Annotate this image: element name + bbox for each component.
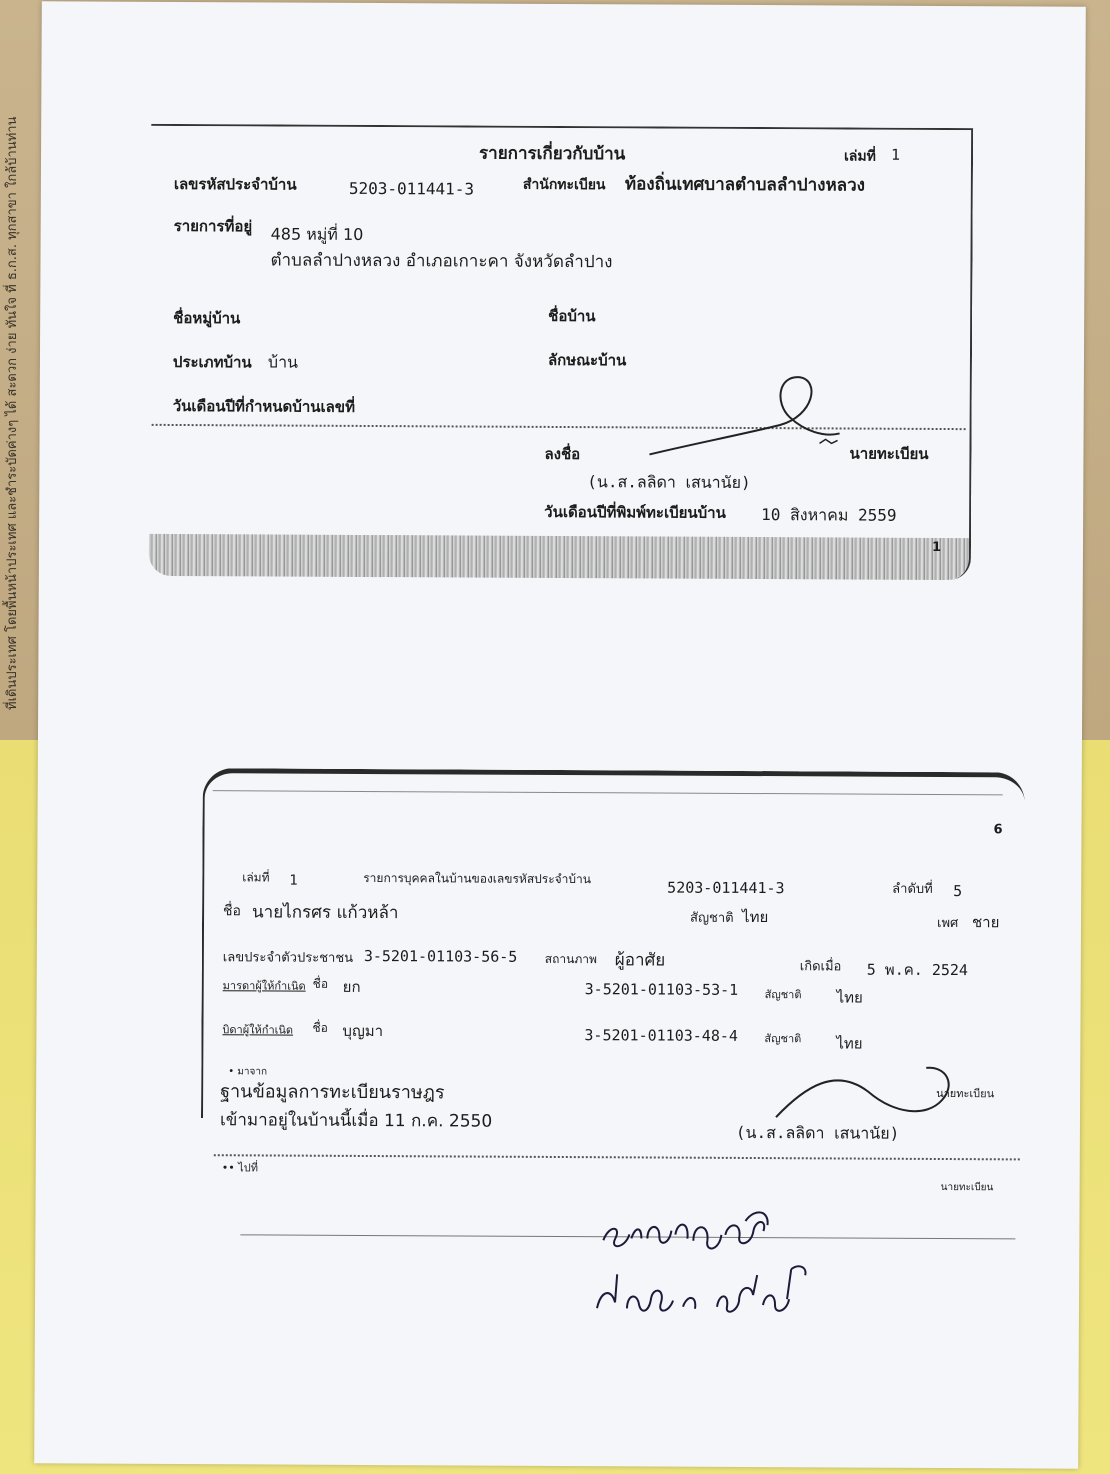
birth-value: 5 พ.ค. 2524 [866, 960, 969, 980]
mother-name-value: ยก [342, 977, 361, 996]
person-registrar-signature [776, 1055, 956, 1140]
person-name-label: ชื่อ [223, 903, 242, 920]
father-nationality-value: ไทย [836, 1034, 863, 1053]
house-feature-label: ลักษณะบ้าน [547, 350, 627, 370]
house-code-value: 5203-011441-3 [348, 178, 475, 199]
sex-label: เพศ [936, 915, 959, 932]
house-registrar-label: นายทะเบียน [849, 444, 929, 463]
order-value: 5 [953, 882, 963, 901]
person-registrar-label-2: นายทะเบียน [940, 1181, 994, 1194]
mother-name-label: ชื่อ [312, 976, 329, 991]
nationality-value: ไทย [742, 907, 769, 927]
mother-label: มารดาผู้ให้กำเนิด [222, 979, 306, 993]
assign-date-label: วันเดือนปีที่กำหนดบ้านเลขที่ [172, 396, 356, 416]
office-value: ท้องถิ่นเทศบาลตำบลลำปางหลวง [624, 174, 865, 196]
move-in-date: เข้ามาอยู่ในบ้านนี้เมื่อ 11 ก.ค. 2550 [219, 1110, 493, 1132]
house-registrar-signature [649, 374, 849, 469]
to-label: •• ไปที่ [221, 1161, 259, 1175]
house-volume-label: เล่มที่ [843, 148, 876, 165]
village-label: ชื่อหมู่บ้าน [173, 308, 241, 328]
order-label: ลำดับที่ [892, 881, 933, 897]
house-type-value: บ้าน [267, 352, 299, 372]
house-record-title: รายการเกี่ยวกับบ้าน [478, 143, 626, 165]
address-label: รายการที่อยู่ [173, 216, 253, 236]
side-strip-text: ที่เดินประเทศ โดยพื้นหน้าประเทศ และชำระบัดค่างๆ ได้ สะดวก ง่าย ทันใจ ที่ ธ.ก.ส. ทุกสาขา ใกล้บ้านท่าน [5, 116, 20, 710]
person-list-label: รายการบุคคลในบ้านของเลขรหัสประจำบ้าน [363, 870, 592, 887]
father-name-label: ชื่อ [312, 1020, 328, 1035]
mother-nationality-label: สัญชาติ [764, 988, 802, 1002]
person-registrar-name: (น.ส.ลลิดา เสนานัย) [735, 1122, 900, 1143]
citizen-id-value: 3-5201-01103-56-5 [363, 946, 518, 966]
person-registrar-label: นายทะเบียน [936, 1086, 995, 1101]
house-volume-value: 1 [890, 145, 901, 164]
citizen-id-label: เลขประจำตัวประชาชน [222, 950, 354, 966]
address-line2: ตำบลลำปางหลวง อำเภอเกาะคา จังหวัดลำปาง [270, 250, 613, 273]
from-value: ฐานข้อมูลการทะเบียนราษฎร [220, 1081, 445, 1104]
person-divider-line [214, 1154, 1020, 1160]
house-registrar-name: (น.ส.ลลิดา เสนานัย) [587, 472, 751, 492]
document-page [34, 1, 1086, 1468]
office-label: สำนักทะเบียน [522, 176, 606, 194]
father-nationality-label: สัญชาติ [764, 1032, 802, 1046]
house-code-label: เลขรหัสประจำบ้าน [173, 174, 297, 194]
father-id-value: 3-5201-01103-48-4 [584, 1026, 739, 1045]
birth-label: เกิดเมื่อ [799, 959, 842, 975]
person-volume-label: เล่มที่ [242, 870, 270, 885]
house-name-label: ชื่อบ้าน [548, 306, 596, 326]
house-type-label: ประเภทบ้าน [172, 352, 252, 372]
house-record-scan-strip [149, 534, 969, 580]
print-date-value: 10 สิงหาคม 2559 [761, 505, 897, 525]
sex-value: ชาย [971, 913, 1000, 932]
person-page-number: 6 [993, 822, 1003, 838]
house-page-number: 1 [931, 539, 942, 555]
from-label: • มาจาก [228, 1066, 268, 1078]
print-date-label: วันเดือนปีที่พิมพ์ทะเบียนบ้าน [544, 502, 726, 522]
nationality-label: สัญชาติ [690, 910, 734, 926]
status-label: สถานภาพ [544, 951, 597, 967]
sign-label: ลงชื่อ [544, 444, 581, 464]
status-value: ผู้อาศัย [614, 950, 666, 971]
person-name-value: นายไกรศร แก้วหล้า [252, 902, 399, 924]
father-label: บิดาผู้ให้กำเนิด [222, 1023, 294, 1037]
handwritten-owner-signature [591, 1258, 821, 1333]
handwritten-certify-note [595, 1200, 795, 1265]
person-house-code: 5203-011441-3 [667, 878, 785, 898]
person-volume-value: 1 [289, 872, 298, 889]
father-name-value: บุญมา [342, 1021, 384, 1041]
mother-nationality-value: ไทย [836, 988, 863, 1007]
mother-id-value: 3-5201-01103-53-1 [584, 980, 739, 999]
address-line1: 485 หมู่ที่ 10 [270, 224, 364, 244]
